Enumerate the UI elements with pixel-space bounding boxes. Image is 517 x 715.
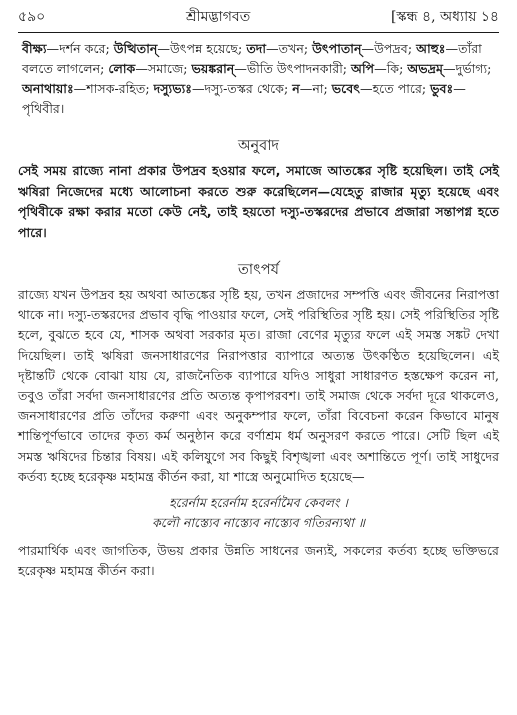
synonym-meaning: —উপদ্রব; [361,41,417,56]
synonym-word: দস্যুভ্যঃ [153,81,192,96]
synonym-word: তদা [246,41,267,56]
synonym-meaning: —তখন; [266,41,313,56]
verse-line: হরের্নাম হরের্নাম হরের্নামৈব কেবলং । [169,495,348,511]
synonym-word: বীক্ষ্য [22,41,47,56]
synonym-meaning: —পৃথিবীর। [22,81,466,116]
synonym-meaning: —সমাজে; [135,61,192,76]
synonym-meaning: —হতে পারে; [359,81,431,96]
synonym-meaning: —দুর্ভাগ্য; [443,61,492,76]
header-rule [18,32,499,33]
synonym-meaning: —দস্যু-তস্কর থেকে; [191,81,293,96]
synonym-meaning: —কি; [374,61,408,76]
synonym-word: অভদ্রম্ [407,61,444,76]
synonym-meaning: —উৎপন্ন হয়েছে; [157,41,247,56]
page-number: ৫৯০ [18,9,46,25]
purport-text: রাজ্যে যখন উপদ্রব হয় অথবা আতঙ্কের সৃষ্টি হয়, তখন প্রজাদের সম্পত্তি এবং জীবনের নিরাপত্তা থাকে না। দস্যু-তস্করদের প্রভাব বৃদ্ধি পাওয়ার ফলে, সেই পরিস্থিতির সৃষ্টি হয়। সেই পরিস্থিতির সৃষ্টি হলে, বুঝতে হবে যে, শাসক অথবা সরকার মৃত। রাজা বেণের মৃত্যুর ফলে এই সমস্ত সঙ্কট দেখা দিয়েছিল। তাই ঋষিরা জনসাধারণের নিরাপত্তার ব্যাপারে অত্যন্ত উৎকণ্ঠিত হয়েছিলেন। এই দৃষ্টান্তটি থেকে বোঝা যায় যে, রাজনৈতিক ব্যাপারে যদিও সাধুরা সাধারণত হস্তক্ষেপ করেন না, তবুও তাঁরা সর্বদা জনসাধারণের প্রতি অত্যন্ত কৃপাপরবশ। তাই সমাজ থেকে সর্বদা দূরে থাকলেও, জনসাধারণের প্রতি তাঁদের করুণা এবং অনুকম্পার ফলে, তাঁরা বিবেচনা করেন কিভাবে মানুষ শান্তিপূর্ণভাবে তাদের কৃত্য কর্ম অনুষ্ঠান করে বর্ণাশ্রম ধর্ম অনুসরণ করতে পারে। সেটি ছিল এই সমস্ত ঋষিদের চিন্তার বিষয়। এই কলিযুগে সব কিছুই বিশৃঙ্খলা এবং অশান্তিতে পূর্ণ। তাই সাধুদের কর্তব্য হচ্ছে হরেকৃষ্ণ মহামন্ত্র কীর্তন করা, যা শাস্ত্রে অনুমোদিত হয়েছে— [18,287,499,484]
book-title: শ্রীমদ্ভাগবত [186,9,251,25]
synonym-word: উৎপাতান্ [312,41,362,56]
synonym-word: ভবেৎ [331,81,360,96]
synonym-word: ভয়ঙ্করান্ [191,61,235,76]
synonym-meaning: —না; [299,81,332,96]
synonym-word: উত্থিতান্ [113,41,158,56]
synonym-word: লোক [108,61,136,76]
closing-paragraph: পারমার্থিক এবং জাগতিক, উভয় প্রকার উন্নতি সাধনের জন্যই, সকলের কর্তব্য হচ্ছে ভক্তিভরে হরেকৃষ্ণ মহামন্ত্র কীর্তন করা। [18,543,499,579]
synonym-word: ভুবঃ [430,81,454,96]
synonym-word: অনাথায়াঃ [22,81,74,96]
synonym-meaning: —দর্শন করে; [46,41,114,56]
synonym-meaning: —শাসক-রহিত; [73,81,154,96]
page-header [18,8,499,26]
synonym-word: অপি [351,61,375,76]
synonym-meaning: —তাঁরা বলতে লাগলেন; [22,41,482,76]
synonyms-paragraph [18,39,499,119]
verse-line: কলৌ নাস্ত্যেব নাস্ত্যেব নাস্ত্যেব গতিরন্যথা ॥ [151,515,366,531]
chapter-reference: [স্কন্ধ ৪, অধ্যায় ১৪ [390,9,499,25]
synonym-meaning: —ভীতি উৎপাদনকারী; [234,61,352,76]
translation-text: সেই সময় রাজ্যে নানা প্রকার উপদ্রব হওয়ার ফলে, সমাজে আতঙ্কের সৃষ্টি হয়েছিল। তাই সেই ঋষিরা নিজেদের মধ্যে আলোচনা করতে শুরু করেছিলেন—যেহেতু রাজার মৃত্যু হয়েছে এবং পৃথিবীকে রক্ষা করার মতো কেউ নেই, তাই হয়তো দস্যু-তস্করদের প্রভাবে প্রজারা সন্তাপগ্ন হতে পারে। [18,163,499,240]
synonym-word: ন [292,81,300,96]
translation-heading: অনুবাদ [237,138,280,154]
verse-block [18,493,499,533]
synonym-word: আহুঃ [416,41,446,56]
purport-heading: তাৎপর্য [237,262,280,278]
